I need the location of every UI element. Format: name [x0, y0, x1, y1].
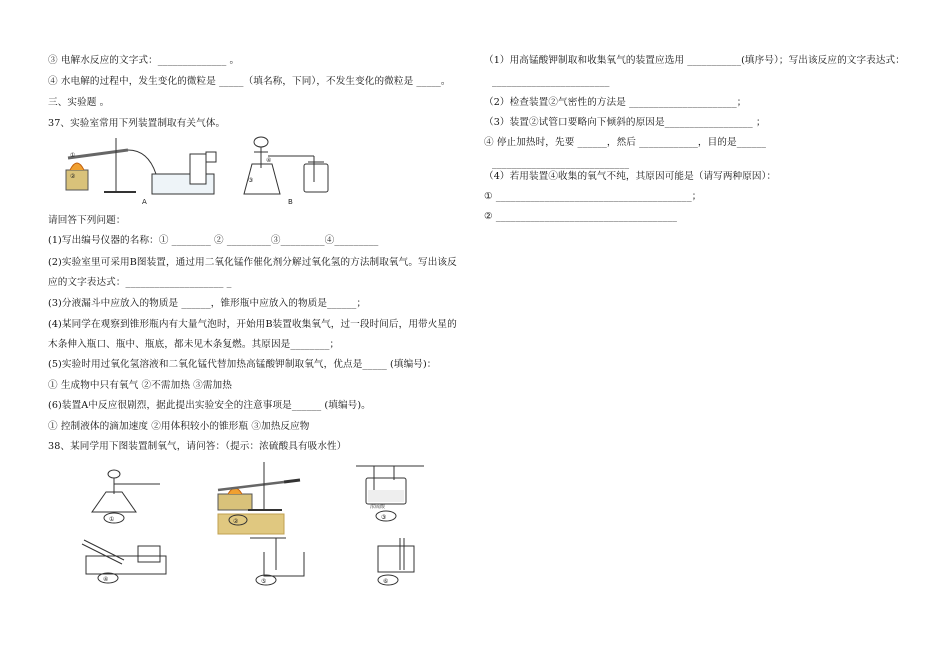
question-37-2a: (2)实验室里可采用B图装置，通过用二氧化锰作催化剂分解过氧化氢的方法制取氧气。写出该反: [48, 257, 457, 268]
fig2-label-5: ⑤: [261, 578, 267, 585]
question-37-5-options: ① 生成物中只有氧气 ②不需加热 ③需加热: [48, 380, 232, 391]
question-37-stem: 37、实验室常用下列装置制取有关气体。: [48, 118, 226, 129]
question-37-6: (6)装置A中反应很剧烈，据此提出实验安全的注意事项是______ (填编号)。: [48, 400, 371, 411]
question-38-1b: ________________________: [492, 76, 610, 87]
question-37-prompt: 请回答下列问题：: [48, 215, 126, 226]
apparatus-a: [66, 138, 216, 194]
label-b: B: [288, 198, 293, 206]
apparatus-5: [250, 538, 304, 585]
apparatus-drawing: [56, 134, 356, 206]
question-38-stem: 38、某同学用下图装置制氧气，请问答：（提示：浓硫酸具有吸水性）: [48, 441, 347, 452]
question-37-5: (5)实验时用过氧化氢溶液和二氧化锰代替加热高锰酸钾制取氧气，优点是_____ (填编号)：: [48, 359, 437, 370]
question-38-3: （3）装置②试管口要略向下倾斜的原因是__________________ ；: [484, 117, 766, 128]
question-38-2: （2）检查装置②气密性的方法是 ______________________；: [484, 97, 747, 108]
section-heading-experiments: 三、实验题 。: [48, 97, 110, 108]
question-38-4-reason-1: ① ________________________________________；: [484, 191, 702, 202]
question-36-4: ④ 水电解的过程中，发生变化的微粒是 _____（填名称，下同），不发生变化的微粒是 _____。: [48, 76, 451, 87]
apparatus-b: [244, 137, 328, 194]
label-circle-2: ②: [70, 173, 76, 180]
label-circle-3: ③: [248, 177, 254, 184]
label-circle-4: ④: [266, 157, 272, 164]
fig2-label-2: ②: [233, 518, 239, 525]
question-37-4a: (4)某同学在观察到锥形瓶内有大量气泡时，开始用B装置收集氧气，过一段时间后，用带火星的: [48, 319, 457, 330]
question-38-3-answer-line: ____________________________: [492, 158, 630, 169]
fig2-label-6: ⑥: [383, 578, 389, 585]
apparatus-1: [92, 470, 160, 523]
fig2-acid-label: 浓硫酸: [370, 504, 386, 510]
figure-37-apparatus: [56, 134, 356, 206]
question-37-2b: 应的文字表达式：____________________ _: [48, 277, 232, 288]
question-38-3-stop: ④ 停止加热时，先要 ______，然后 ____________，目的是______: [484, 137, 767, 148]
apparatus-3: [356, 466, 424, 521]
question-37-3: (3)分液漏斗中应放入的物质是 ______，锥形瓶中应放入的物质是______；: [48, 298, 367, 309]
question-37-1: (1)写出编号仪器的名称：① ________ ② _________③_________④_________: [48, 235, 379, 246]
apparatus-2: [218, 462, 300, 534]
label-a: A: [142, 198, 147, 206]
question-38-1a: （1）用高锰酸钾制取和收集氧气的装置应选用 ___________(填序号）；写出该反应的文字表达式：: [484, 55, 905, 66]
question-36-3: ③ 电解水反应的文字式：______________ 。: [48, 55, 240, 66]
fig2-label-1: ①: [109, 516, 115, 523]
fig2-label-3: ③: [381, 514, 387, 521]
question-37-4b: 木条伸入瓶口、瓶中、瓶底，都未见木条复燃。其原因是________；: [48, 339, 340, 350]
question-38-4: （4）若用装置④收集的氧气不纯，其原因可能是（请写两种原因）：: [484, 171, 777, 182]
label-circle-1: ①: [70, 152, 76, 159]
question-38-4-reason-2: ② _____________________________________: [484, 211, 678, 222]
question-37-6-options: ① 控制液体的滴加速度 ②用体积较小的锥形瓶 ③加热反应物: [48, 421, 310, 432]
apparatus-set-drawing: [78, 460, 438, 590]
fig2-label-4: ④: [103, 576, 109, 583]
figure-38-apparatus: [78, 460, 438, 590]
apparatus-4: [82, 540, 166, 583]
